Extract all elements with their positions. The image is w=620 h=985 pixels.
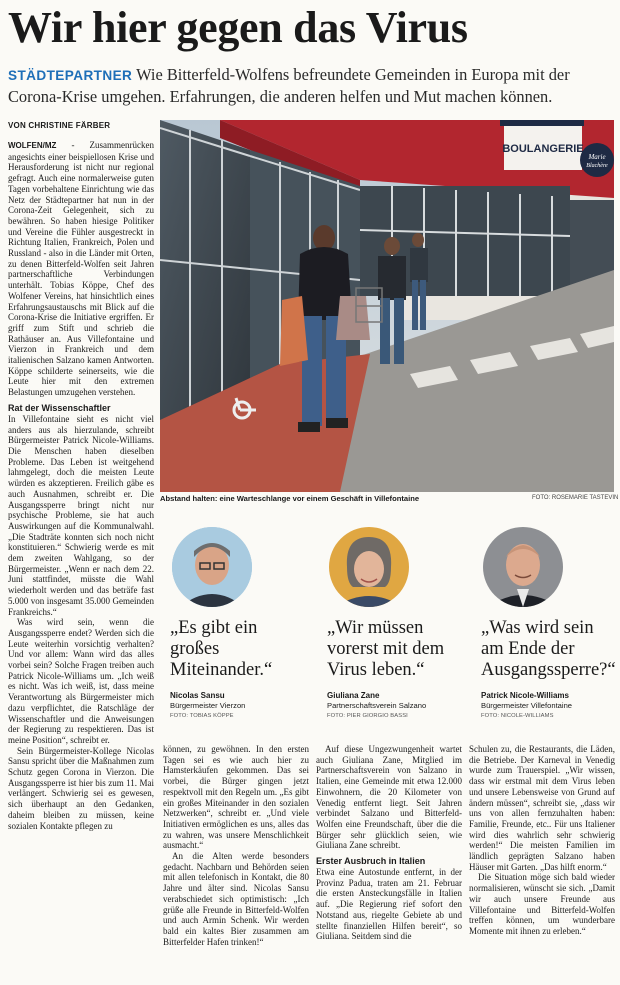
quote-author-role: Partnerschaftsverein Salzano bbox=[327, 701, 427, 710]
headline: Wir hier gegen das Virus bbox=[8, 3, 468, 52]
subhead-text: Wie Bitterfeld-Wolfens befreundete Gemeinden in Europa mit der Corona-Krise umgehen. Erfahrungen, die anderen helfen und Mut machen können. bbox=[8, 65, 570, 106]
quote-author-role: Bürgermeister Vierzon bbox=[170, 701, 246, 710]
quote-block-2 bbox=[327, 527, 472, 719]
article-column-3 bbox=[316, 744, 462, 942]
quote-author: Patrick Nicole-Williams bbox=[481, 691, 569, 700]
article-column-1 bbox=[8, 140, 154, 831]
paragraph: Sein Bürgermeister-Kollege Nicolas Sansu spricht über die Maßnahmen zum Schutz gegen Corona in Vierzon. Die Ausgangssperre ist hier bis zum 11. Mai verlängert. Schwierig sei es gewesen, sich überhaupt an den Gedanken, daheim bleiben zu müssen, keine sozialen Kontakte pflegen zu bbox=[8, 745, 154, 831]
article-photo bbox=[160, 120, 614, 492]
quote-author: Giuliana Zane bbox=[327, 691, 380, 700]
paragraph: Auf diese Ungezwungenheit wartet auch Giuliana Zane, Mitglied im Partnerschaftsverein von Salzano in Italien, eine Gemeinde mit etwa 12.000 Einwohnern, die 20 Kilometer von Venedig entfernt liegt. Seit Jahren verbindet Salzano und Bitterfeld-Wolfen eine Freundschaft, über die die Bürger sehr glücklich seien, wie Giuliana Zane schreibt. bbox=[316, 744, 462, 851]
storefront-photo-illustration bbox=[160, 120, 614, 492]
paragraph: Was wird sein, wenn die Ausgangssperre endet? Werden sich die Leute weiterhin vorsichtig verhalten? Und vor allem: Wann wird das alles vorbei sein? Solche Fragen treiben auch Patrick Nicole-Williams um. „Ich weiß es nicht. Was ich weiß, ist, dass meine Verantwortung als Bürgermeister mich dazu verpflichtet, die Ratschläge der Wissenschaftler und die Anweisungen der Regierung zu respektieren. Das ist meine Position“, schreibt er. bbox=[8, 617, 154, 745]
portrait-avatar bbox=[172, 527, 252, 607]
article-column-4 bbox=[469, 744, 615, 937]
portrait-avatar bbox=[329, 527, 409, 607]
quote-text: „Was wird sein am Ende der Ausgangssperre?“ bbox=[481, 618, 616, 680]
paragraph: WOLFEN/MZ - Zusammenrücken angesichts einer beispiellosen Krise und Herausforderung ist nicht nur regional gefragt. Auch eine normalerweise guten Tagen vorbehaltene Einrichtung wie das Netz der Städtepartner hat nun in der Corona-Zeit Gelegenheit, sich zu bewähren. So haben hiesige Politiker und Vereine die Fühler ausgestreckt in Richtung Italien, Frankreich, Polen und Russland - also in die Länder mit Orten, zu denen Bitterfeld-Wolfen seit Jahren partnerschaftliche Verbindungen unterhält. Tobias Köppe, Chef des Wolfener Vereins, hat hinsichtlich eines Erfahrungsaustauschs mit Blick auf die Corona-Krise die Initiative ergriffen. Er griff zum Stift und schrieb die Rathäuser an. Aus Villefontaine und Vierzon in Frankreich und dem italienischen Salzano kamen Antworten. Köppe schilderte seinerseits, wie die Leute hier mit den extremen Belastungen umzugehen verstehen. bbox=[8, 140, 154, 398]
quote-photo-credit: FOTO: NICOLE-WILLIAMS bbox=[481, 713, 554, 719]
subheading: Erster Ausbruch in Italien bbox=[316, 856, 426, 867]
portrait-avatar bbox=[483, 527, 563, 607]
paragraph: Die Situation möge sich bald wieder normalisieren, wünscht sie sich. „Damit wir auch unsere Freunde aus Villefontaine und Bitterfeld-Wolfen treffen können, um wunderbare Momente mit ihnen zu erleben.“ bbox=[469, 872, 615, 936]
paragraph: An die Alten werde besonders gedacht. Nachbarn und Behörden seien mit allen telefonisch in Kontakt, die 80 Jahre und älter sind. Nicolas Sansu verabschiedet sich optimistisch: „Ich grüße alle Freunde in Bitterfeld-Wolfen und auch Armin Schenk. Wir werden bald ein kaltes Bier zusammen am Bitterfelder Hafen trinken!“ bbox=[163, 851, 309, 947]
subheading: Rat der Wissenschaftler bbox=[8, 402, 111, 413]
paragraph: Schulen zu, die Restaurants, die Läden, die Betriebe. Der Karneval in Venedig wurde zum Trauerspiel. „Wir wissen, dass wir erstmal mit dem Virus leben und unsere Lebensweise von Grund auf ändern müssen“, schreibt sie, „dass wir uns von allen fernzuhalten haben: Familie, Freunde, etc.. Für uns Italiener wird dies wahrlich sehr schwierig werden!“ Die meisten Familien im ländlich geprägten Salzano haben Häuser mit Garten. „Das hilft enorm.“ bbox=[469, 744, 615, 872]
byline: VON CHRISTINE FÄRBER bbox=[8, 121, 111, 130]
paragraph: Etwa eine Autostunde entfernt, in der Provinz Padua, traten am 21. Februar die ersten Ansteckungsfälle in Italien auf. „Die Regierung rief sofort den Notstand aus, riegelte Gebiete ab und stellte finanziellen Hilfen bereit“, so Giuliana. Seitdem sind die bbox=[316, 867, 462, 942]
quote-text: „Es gibt ein großes Miteinander.“ bbox=[170, 618, 273, 680]
store-sign: BOULANGERIE bbox=[502, 143, 584, 155]
paragraph: In Villefontaine sieht es nicht viel anders aus als hierzulande, schreibt Bürgermeister Patrick Nicole-Williams. Die Menschen haben dieselben Probleme. Das Leben ist weitgehend lahmgelegt, doch die meisten Leute würden es akzeptieren. Freilich gäbe es auch Ausnahmen, schreibt er. Die Ausgangssperre bringt nicht nur psychische Probleme, sie hat auch Auswirkungen auf die Kommunalwahl. „Die Stadträte konnten sich noch nicht konstituieren.“ Schwierig werde es mit dem zweiten Wahlgang, so der Bürgermeister. „Wenn er nach dem 22. Juni stattfindet, müsste die Wahl wiederholt werden und das beträfe fast 5.000 von insgesamt 35.000 Gemeinden Frankreichs.“ bbox=[8, 413, 154, 617]
paragraph: können, zu gewöhnen. In den ersten Tagen sei es wie auch hier zu Hamsterkäufen gekommen. Das sei vorbei, die Bürger gingen jetzt respektvoll mit den Regeln um. „Es gibt ein großes Miteinander in den sozialen Netzwerken“, schreibt er. „Und viele Initiativen ermöglichen es uns, alles das zu wahren, was unsere Menschlichkeit ausmacht.“ bbox=[163, 744, 309, 851]
photo-credit: FOTO: ROSEMARIE TASTEVIN bbox=[532, 495, 619, 501]
store-logo-line1: Marie bbox=[588, 153, 606, 161]
quote-block-1 bbox=[170, 527, 310, 719]
quote-author: Nicolas Sansu bbox=[170, 691, 225, 700]
quote-text: „Wir müssen vorerst mit dem Virus leben.“ bbox=[327, 618, 445, 680]
quote-photo-credit: FOTO: PIER GIORGIO BASSI bbox=[327, 713, 408, 719]
subhead bbox=[8, 64, 612, 107]
quote-author-role: Bürgermeister Villefontaine bbox=[481, 701, 573, 710]
photo-caption: Abstand halten: eine Warteschlange vor einem Geschäft in Villefontaine bbox=[160, 494, 420, 503]
store-logo-line2: Blachère bbox=[586, 163, 608, 169]
quote-block-3 bbox=[481, 527, 616, 719]
article-column-2 bbox=[163, 744, 309, 947]
kicker: STÄDTEPARTNER bbox=[8, 68, 133, 83]
dateline: WOLFEN/MZ bbox=[8, 141, 57, 150]
quote-photo-credit: FOTO: TOBIAS KÖPPE bbox=[170, 713, 234, 719]
